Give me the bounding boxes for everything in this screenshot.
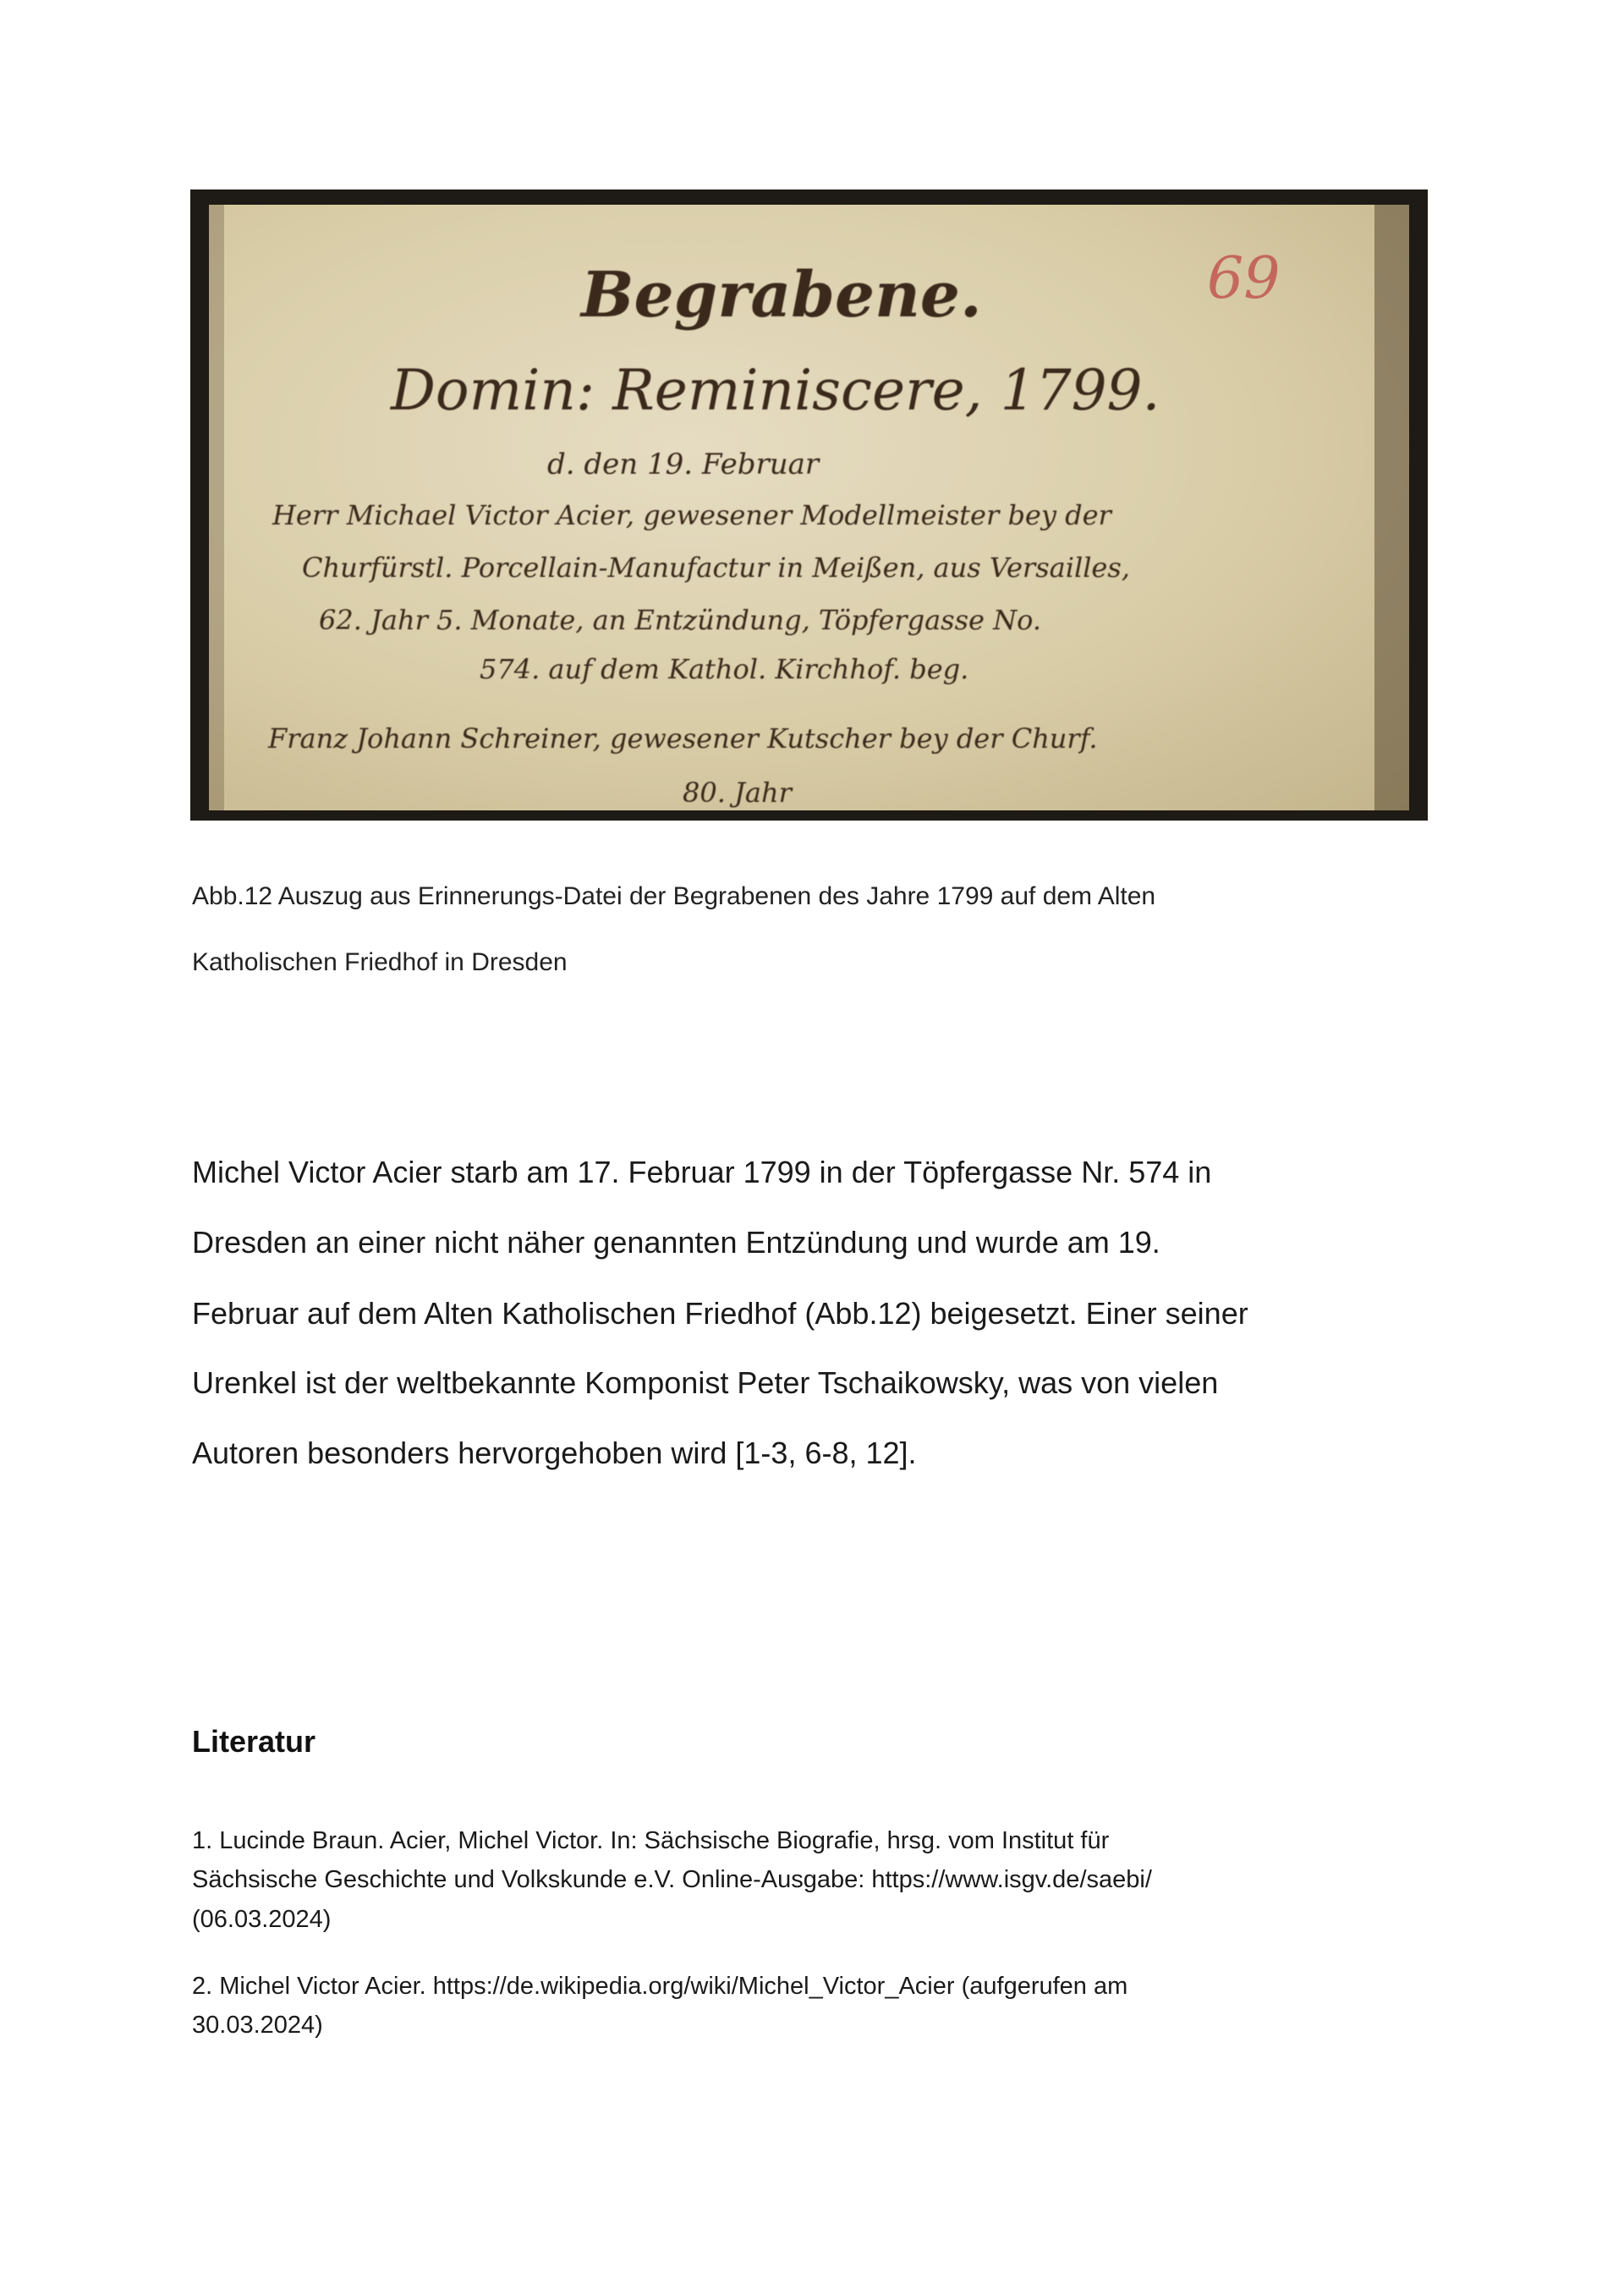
manuscript-line: 80. Jahr	[683, 777, 792, 809]
manuscript-line: 574. auf dem Kathol. Kirchhof. beg.	[480, 653, 969, 685]
manuscript-line: Churfürstl. Porcellain-Manufactur in Meißen, aus Versailles,	[302, 552, 1130, 584]
manuscript-line: Domin: Reminiscere, 1799.	[391, 358, 1160, 423]
reference-2-line: 2. Michel Victor Acier. https://de.wikipedia.org/wiki/Michel_Victor_Acier (aufgerufen am	[192, 1973, 1128, 2000]
literature-heading: Literatur	[192, 1724, 316, 1759]
manuscript-line: 62. Jahr 5. Monate, an Entzündung, Töpfergasse No.	[319, 604, 1041, 636]
body-text-line: Urenkel ist der weltbekannte Komponist Peter Tschaikowsky, was von vielen	[192, 1365, 1219, 1400]
manuscript-page	[209, 205, 1409, 810]
body-text-line: Michel Victor Acier starb am 17. Februar 1799 in der Töpfergasse Nr. 574 in	[192, 1155, 1212, 1189]
manuscript-line: Begrabene.	[581, 259, 982, 332]
body-text-line: Autoren besonders hervorgehoben wird [1-3, 6-8, 12].	[192, 1436, 917, 1470]
reference-1-line: 1. Lucinde Braun. Acier, Michel Victor. In: Sächsische Biografie, hrsg. vom Institut für	[192, 1827, 1110, 1854]
figure-caption: Abb.12 Auszug aus Erinnerungs-Datei der Begrabenen des Jahre 1799 auf dem Alten	[192, 882, 1156, 910]
burial-register-image	[190, 189, 1428, 821]
page-number: 69	[1207, 245, 1281, 312]
reference-1-line: (06.03.2024)	[192, 1906, 332, 1933]
body-text-line: Februar auf dem Alten Katholischen Friedhof (Abb.12) beigesetzt. Einer seiner	[192, 1296, 1248, 1331]
reference-1-line: Sächsische Geschichte und Volkskunde e.V. Online-Ausgabe: https://www.isgv.de/saebi/	[192, 1866, 1152, 1893]
handwriting-svg	[209, 205, 1409, 810]
reference-2-line: 30.03.2024)	[192, 2012, 323, 2039]
body-text-line: Dresden an einer nicht näher genannten Entzündung und wurde am 19.	[192, 1225, 1160, 1260]
manuscript-line: Herr Michael Victor Acier, gewesener Modellmeister bey der	[272, 499, 1111, 531]
manuscript-line: d. den 19. Februar	[547, 447, 820, 481]
figure-caption-continued: Katholischen Friedhof in Dresden	[192, 948, 568, 976]
manuscript-line: Franz Johann Schreiner, gewesener Kutscher bey der Churf.	[268, 722, 1098, 755]
